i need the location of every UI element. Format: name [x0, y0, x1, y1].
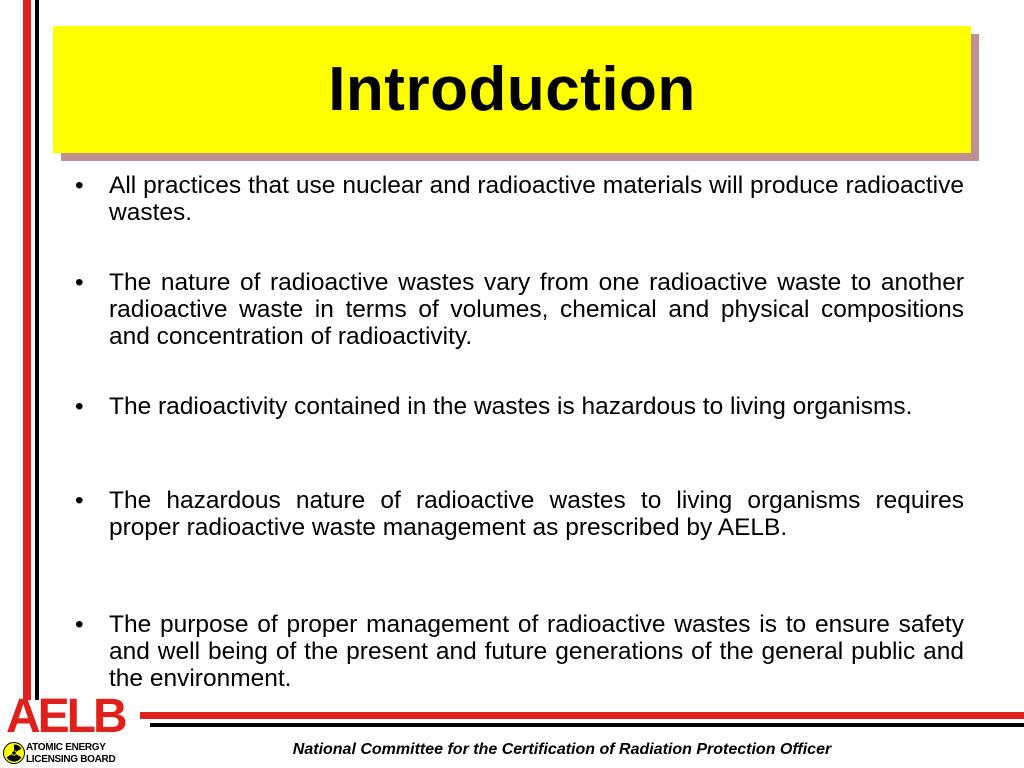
bullet-text: The nature of radioactive wastes vary from one radioactive waste to another radioactive waste in terms of volumes, chemical and physical compositions and concentration of radioactivity. [109, 269, 964, 350]
bullet-marker: • [75, 269, 84, 296]
bullet-item [75, 172, 964, 269]
bullet-marker: • [75, 172, 84, 199]
bullet-marker: • [75, 487, 84, 514]
bullet-marker: • [75, 611, 84, 638]
bottom-red-bar [140, 712, 1024, 719]
bullet-text: The radioactivity contained in the wastes is hazardous to living organisms. [109, 393, 913, 420]
bullet-text: The hazardous nature of radioactive wastes to living organisms requires proper radioactive waste management as prescribed by AELB. [109, 487, 964, 541]
bullet-item [75, 393, 964, 487]
footer-text: National Committee for the Certification of Radiation Protection Officer [292, 741, 832, 758]
title-box [53, 26, 971, 153]
aelb-logo [0, 690, 128, 768]
left-red-bar [23, 0, 31, 700]
logo-letters: AELB [6, 690, 125, 743]
bullet-list [75, 172, 964, 692]
radiation-trefoil-icon [3, 742, 25, 764]
bullet-marker: • [75, 393, 84, 420]
bullet-item [75, 269, 964, 393]
slide-title: Introduction [328, 55, 696, 124]
bullet-item [75, 487, 964, 611]
logo-line-2: LICENSING BOARD [26, 754, 116, 765]
logo-line-1: ATOMIC ENERGY [26, 742, 106, 753]
bullet-text: All practices that use nuclear and radioactive materials will produce radioactive wastes. [109, 172, 964, 226]
bottom-black-line [150, 723, 1024, 727]
bullet-item [75, 611, 964, 692]
left-black-line [35, 0, 39, 700]
bullet-text: The purpose of proper management of radioactive wastes is to ensure safety and well being of the present and future generations of the general public and the environment. [109, 611, 964, 692]
